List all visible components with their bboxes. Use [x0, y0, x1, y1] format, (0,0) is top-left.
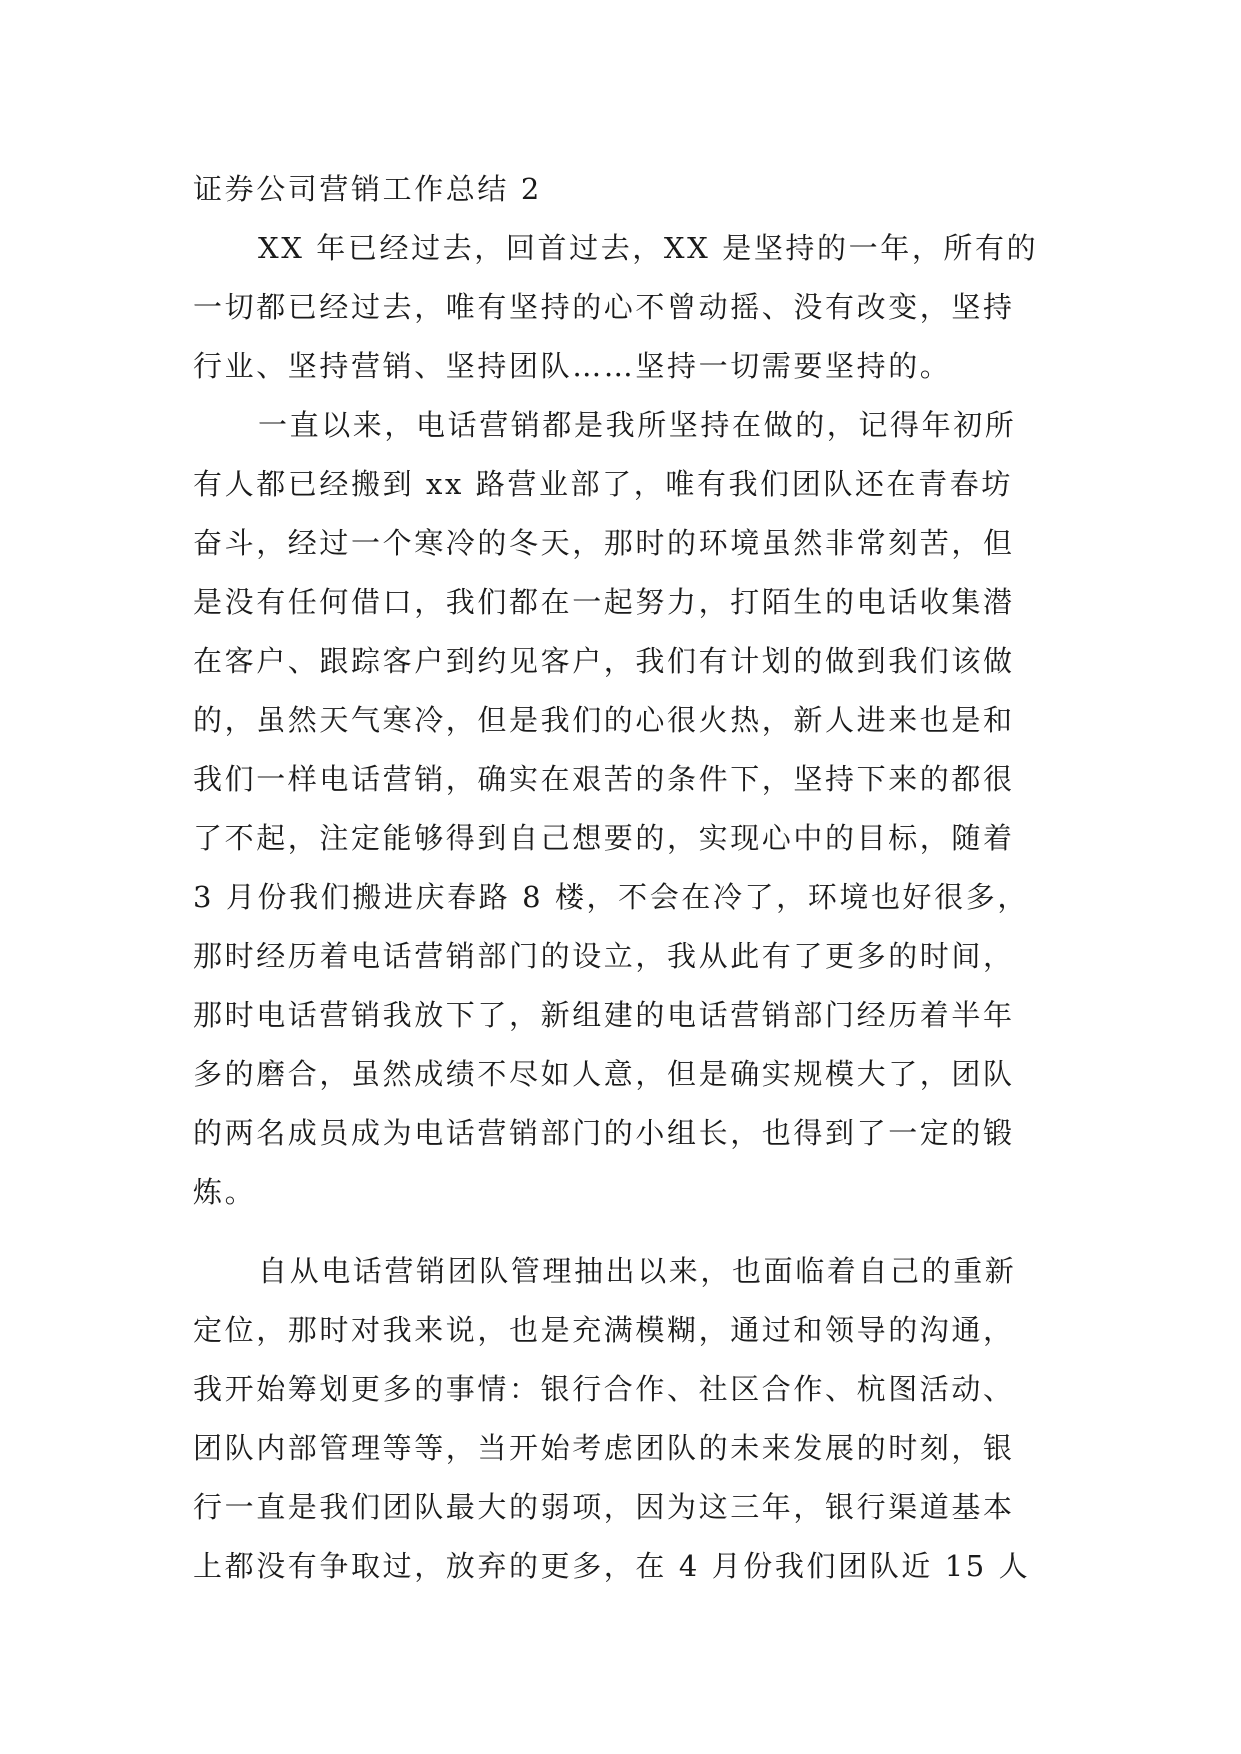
paragraph-line: 定位，那时对我来说，也是充满模糊，通过和领导的沟通，: [193, 1313, 1015, 1347]
paragraph-line: 了不起，注定能够得到自己想要的，实现心中的目标，随着: [193, 821, 1015, 855]
paragraph-line: 是没有任何借口，我们都在一起努力，打陌生的电话收集潜: [193, 585, 1015, 619]
paragraph-line: 我们一样电话营销，确实在艰苦的条件下，坚持下来的都很: [193, 762, 1015, 796]
paragraph-line: 一切都已经过去，唯有坚持的心不曾动摇、没有改变，坚持: [193, 290, 1015, 324]
paragraph-line: 在客户、跟踪客户到约见客户，我们有计划的做到我们该做: [193, 644, 1015, 678]
paragraph-line: 3 月份我们搬进庆春路 8 楼，不会在冷了，环境也好很多，: [193, 880, 1029, 914]
document-body: [193, 160, 1053, 1596]
paragraph-line: 一直以来，电话营销都是我所坚持在做的，记得年初所: [258, 408, 1017, 442]
paragraph-line: 奋斗，经过一个寒冷的冬天，那时的环境虽然非常刻苦，但: [193, 526, 1015, 560]
paragraph-1: [193, 219, 1053, 396]
paragraph-2: [193, 396, 1053, 1222]
paragraph-line: 行一直是我们团队最大的弱项，因为这三年，银行渠道基本: [193, 1490, 1015, 1524]
paragraph-line: XX 年已经过去，回首过去，XX 是坚持的一年，所有的: [258, 231, 1039, 265]
paragraph-spacer: [193, 1222, 1053, 1242]
paragraph-line: 多的磨合，虽然成绩不尽如人意，但是确实规模大了，团队: [193, 1057, 1015, 1091]
paragraph-line: 炼。: [193, 1175, 257, 1209]
paragraph-line: 团队内部管理等等，当开始考虑团队的未来发展的时刻，银: [193, 1431, 1015, 1465]
paragraph-line: 的两名成员成为电话营销部门的小组长，也得到了一定的锻: [193, 1116, 1015, 1150]
paragraph-line: 行业、坚持营销、坚持团队……坚持一切需要坚持的。: [193, 349, 952, 383]
document-title: 证券公司营销工作总结 2: [193, 172, 542, 206]
paragraph-line: 自从电话营销团队管理抽出以来，也面临着自己的重新: [258, 1254, 1017, 1288]
paragraph-line: 的，虽然天气寒冷，但是我们的心很火热，新人进来也是和: [193, 703, 1015, 737]
paragraph-line: 那时经历着电话营销部门的设立，我从此有了更多的时间，: [193, 939, 1015, 973]
paragraph-line: 我开始筹划更多的事情：银行合作、社区合作、杭图活动、: [193, 1372, 1015, 1406]
paragraph-line: 上都没有争取过，放弃的更多，在 4 月份我们团队近 15 人: [193, 1549, 1031, 1583]
paragraph-line: 有人都已经搬到 xx 路营业部了，唯有我们团队还在青春坊: [193, 467, 1013, 501]
paragraph-3: [193, 1242, 1053, 1596]
paragraph-line: 那时电话营销我放下了，新组建的电话营销部门经历着半年: [193, 998, 1015, 1032]
